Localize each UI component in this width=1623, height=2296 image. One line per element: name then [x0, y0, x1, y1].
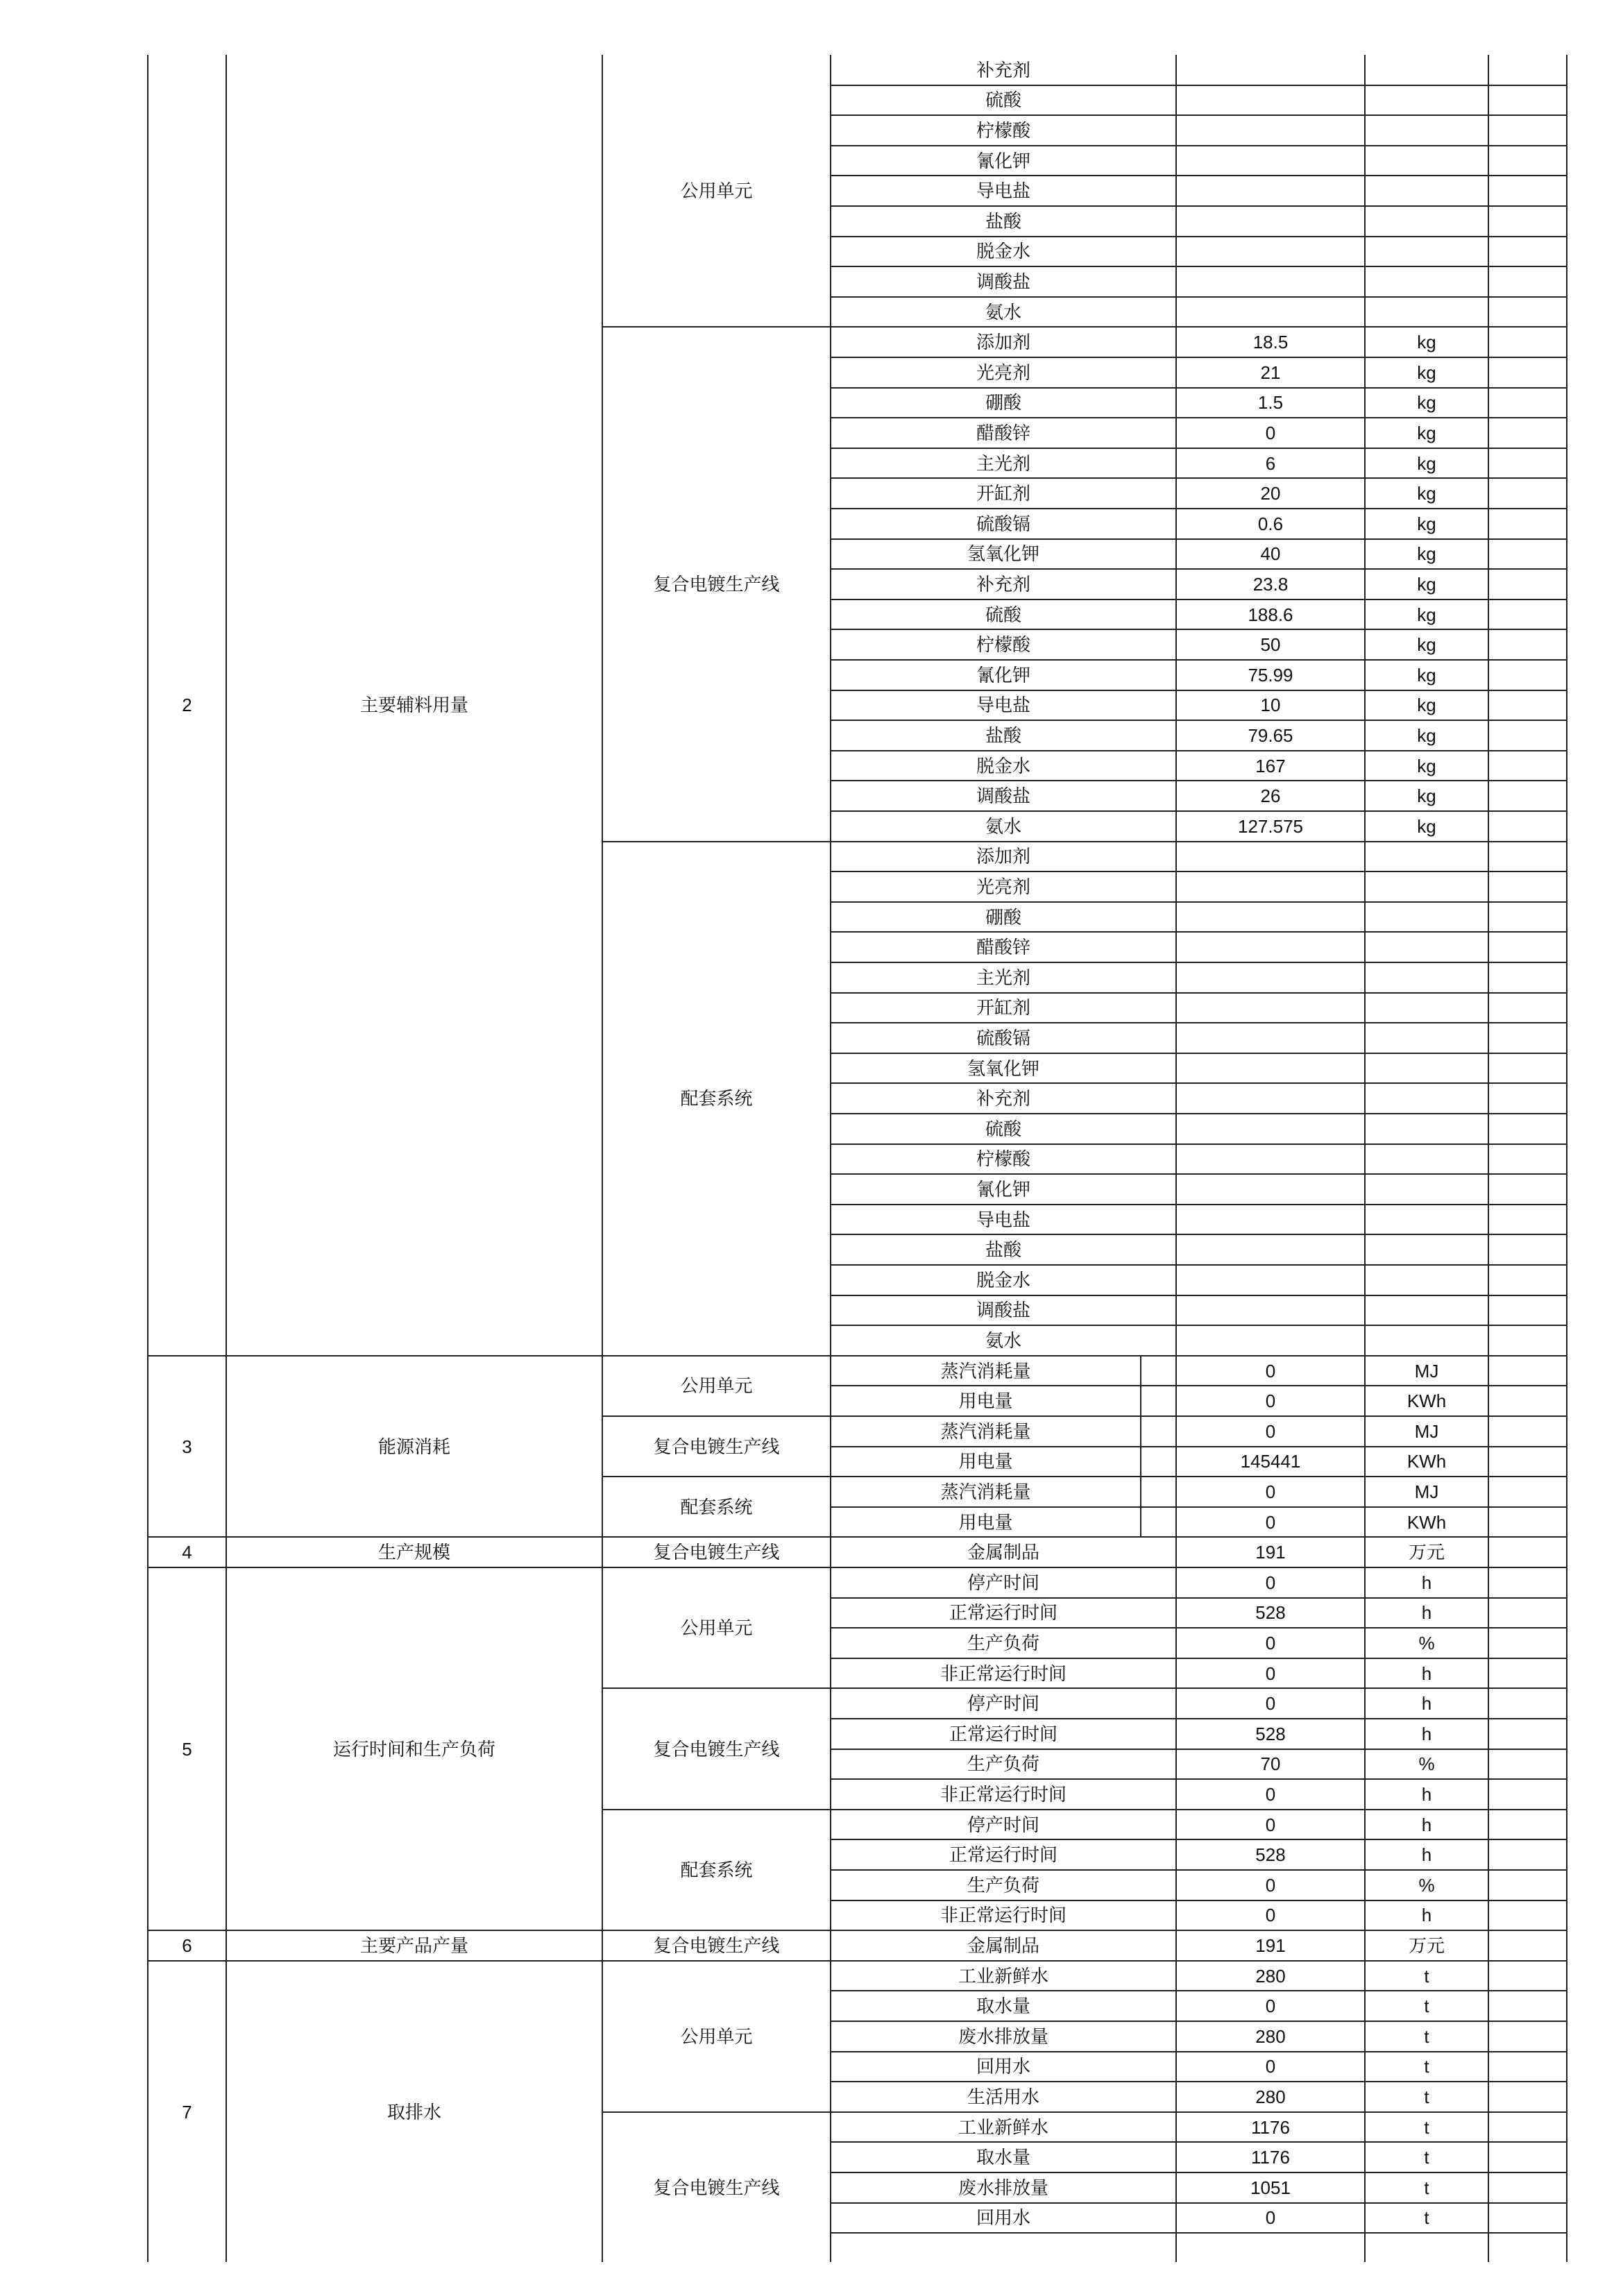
value-cell: 6: [1265, 452, 1276, 474]
indicator-cell: 氢氧化钾: [967, 1057, 1039, 1079]
unit-cell: kg: [1417, 724, 1436, 746]
indicator-cell: 导电盐: [976, 1209, 1030, 1230]
table-vline: [1566, 55, 1567, 2262]
indicator-cell: 生产负荷: [967, 1753, 1039, 1775]
unit-cell: [1365, 1205, 1488, 1235]
indicator-cell: 蒸汽消耗量: [940, 1360, 1031, 1381]
value-cell: [1176, 237, 1365, 267]
value-cell: 280: [1255, 1965, 1286, 1987]
unit-cell: [1365, 85, 1488, 116]
value-cell: [1176, 85, 1365, 116]
value-cell: 0: [1265, 1511, 1276, 1533]
indicator-cell: 氰化钾: [976, 1178, 1030, 1200]
table-vline: [1140, 1356, 1141, 1416]
value-cell: 0: [1265, 1996, 1276, 2017]
value-cell: 145441: [1240, 1451, 1301, 1472]
indicator-cell: 柠檬酸: [976, 634, 1030, 656]
indicator-cell: 用电量: [958, 1391, 1013, 1412]
value-cell: [1176, 1325, 1365, 1356]
indicator-cell: 主光剂: [976, 452, 1030, 474]
unit-cell: kg: [1417, 422, 1436, 443]
unit-cell: kg: [1417, 452, 1436, 474]
unit-cell: [1365, 55, 1488, 85]
indicator-cell: 停产时间: [967, 1693, 1039, 1715]
indicator-cell: 盐酸: [985, 724, 1021, 746]
indicator-cell: 非正常运行时间: [940, 1663, 1067, 1684]
unit-cell: t: [1424, 2207, 1429, 2229]
unit-cell: KWh: [1407, 1511, 1447, 1533]
unit-cell: [1365, 1234, 1488, 1265]
value-cell: 0: [1265, 1693, 1276, 1715]
unit-cell: [1365, 1325, 1488, 1356]
unit-cell: [1365, 932, 1488, 962]
unit-group-label: 复合电镀生产线: [653, 1542, 780, 1563]
section-title: 主要辅料用量: [359, 695, 468, 716]
value-cell: 0: [1265, 1420, 1276, 1442]
unit-cell: kg: [1417, 604, 1436, 625]
indicator-cell: 盐酸: [985, 1239, 1021, 1261]
unit-group-label: 配套系统: [680, 1859, 753, 1880]
indicator-cell: 废水排放量: [958, 2025, 1048, 2047]
indicator-cell: 取水量: [976, 1996, 1030, 2017]
value-cell: [1176, 962, 1365, 993]
value-cell: 188.6: [1248, 604, 1293, 625]
unit-cell: t: [1424, 2025, 1429, 2047]
value-cell: [1176, 2233, 1365, 2263]
section-title: 能源消耗: [377, 1436, 450, 1457]
indicator-cell: 开缸剂: [976, 483, 1030, 504]
unit-cell: [1365, 237, 1488, 267]
unit-cell: kg: [1417, 634, 1436, 656]
unit-cell: [1365, 1295, 1488, 1326]
value-cell: [1176, 146, 1365, 176]
value-cell: 1176: [1251, 2116, 1290, 2138]
indicator-cell: 柠檬酸: [976, 119, 1030, 141]
unit-cell: 万元: [1408, 1934, 1445, 1956]
unit-group-label: 复合电镀生产线: [653, 1738, 780, 1760]
unit-cell: [1365, 2233, 1488, 2263]
unit-group-label: 公用单元: [680, 2025, 753, 2047]
unit-cell: t: [1424, 2147, 1429, 2168]
unit-cell: [1365, 1144, 1488, 1175]
value-cell: 23.8: [1252, 573, 1289, 595]
table-vline: [147, 55, 148, 2262]
table-vline: [1140, 1416, 1141, 1477]
value-cell: 528: [1255, 1723, 1286, 1744]
value-cell: 0: [1265, 1783, 1276, 1805]
section-title: 主要产品产量: [359, 1934, 468, 1956]
indicator-cell: 硫酸: [985, 90, 1021, 111]
value-cell: [1176, 1265, 1365, 1295]
indicator-cell: 硫酸: [985, 604, 1021, 625]
unit-cell: h: [1421, 1905, 1432, 1926]
value-cell: 0: [1265, 1481, 1276, 1502]
unit-cell: MJ: [1414, 1360, 1439, 1381]
value-cell: 1051: [1250, 2177, 1291, 2198]
value-cell: 20: [1260, 483, 1281, 504]
unit-cell: kg: [1417, 483, 1436, 504]
value-cell: 0: [1265, 1360, 1276, 1381]
unit-cell: t: [1424, 1965, 1429, 1987]
unit-cell: kg: [1417, 573, 1436, 595]
unit-cell: [1365, 1114, 1488, 1144]
indicator-cell: 硫酸镉: [976, 1027, 1030, 1048]
unit-cell: h: [1421, 1663, 1432, 1684]
unit-cell: [1365, 1023, 1488, 1053]
unit-cell: kg: [1417, 785, 1436, 807]
indicator-cell: 氰化钾: [976, 664, 1030, 686]
unit-cell: [1365, 297, 1488, 328]
indicator-cell: 停产时间: [967, 1572, 1039, 1593]
unit-cell: [1365, 1174, 1488, 1205]
indicator-cell: 氢氧化钾: [967, 543, 1039, 565]
unit-cell: 万元: [1408, 1542, 1445, 1563]
section-number: 2: [182, 695, 192, 716]
unit-group-label: 公用单元: [680, 1375, 753, 1397]
unit-cell: %: [1418, 1874, 1435, 1896]
value-cell: [1176, 1295, 1365, 1326]
value-cell: [1176, 993, 1365, 1023]
indicator-cell: 取水量: [976, 2147, 1030, 2168]
value-cell: [1176, 55, 1365, 85]
unit-cell: kg: [1417, 695, 1436, 716]
indicator-cell: 调酸盐: [976, 1300, 1030, 1321]
unit-cell: [1365, 962, 1488, 993]
value-cell: [1176, 902, 1365, 933]
unit-cell: kg: [1417, 543, 1436, 565]
unit-cell: %: [1418, 1632, 1435, 1653]
indicator-cell: 导电盐: [976, 180, 1030, 202]
value-cell: [1176, 1234, 1365, 1265]
unit-cell: kg: [1417, 513, 1436, 534]
indicator-cell: 金属制品: [967, 1934, 1039, 1956]
indicator-cell: 盐酸: [985, 210, 1021, 232]
unit-cell: [1365, 842, 1488, 872]
unit-cell: MJ: [1414, 1420, 1439, 1442]
indicator-cell: 脱金水: [976, 1269, 1030, 1291]
indicator-cell: 正常运行时间: [949, 1844, 1057, 1866]
value-cell: 1176: [1251, 2147, 1290, 2168]
value-cell: [1176, 1205, 1365, 1235]
indicator-cell: 氨水: [985, 301, 1021, 323]
value-cell: 0: [1265, 1874, 1276, 1896]
value-cell: [1176, 206, 1365, 237]
section-number: 7: [182, 2101, 192, 2123]
value-cell: 40: [1260, 543, 1281, 565]
value-cell: 0: [1265, 2207, 1276, 2229]
unit-cell: h: [1421, 1783, 1432, 1805]
value-cell: 0: [1265, 2056, 1276, 2077]
indicator-cell: 硫酸: [985, 1118, 1021, 1139]
indicator-cell: 金属制品: [967, 1542, 1039, 1563]
section-title: 运行时间和生产负荷: [332, 1738, 495, 1760]
indicator-cell: 生产负荷: [967, 1632, 1039, 1653]
indicator-cell: 废水排放量: [958, 2177, 1048, 2198]
indicator-cell: 非正常运行时间: [940, 1783, 1067, 1805]
value-cell: [1176, 1114, 1365, 1144]
value-cell: 528: [1255, 1602, 1286, 1624]
unit-cell: [1365, 115, 1488, 146]
section-number: 5: [182, 1738, 192, 1760]
unit-group-label: 配套系统: [680, 1088, 753, 1109]
table-vline: [1488, 55, 1489, 2262]
indicator-cell: 调酸盐: [976, 785, 1030, 807]
value-cell: [1176, 1083, 1365, 1114]
value-cell: 70: [1260, 1753, 1281, 1775]
unit-cell: kg: [1417, 664, 1436, 686]
indicator-cell: 醋酸锌: [976, 422, 1030, 443]
unit-cell: [1365, 1083, 1488, 1114]
indicator-cell: 补充剂: [976, 1088, 1030, 1109]
unit-cell: KWh: [1407, 1451, 1447, 1472]
indicator-cell: 用电量: [958, 1451, 1013, 1472]
unit-group-label: 配套系统: [680, 1496, 753, 1517]
indicator-cell: 工业新鲜水: [958, 1965, 1048, 1987]
unit-group-label: 复合电镀生产线: [653, 573, 780, 595]
unit-group-label: 公用单元: [680, 180, 753, 202]
section-number: 4: [182, 1542, 192, 1563]
value-cell: 0: [1265, 1905, 1276, 1926]
value-cell: 280: [1255, 2086, 1286, 2107]
unit-cell: [1365, 1265, 1488, 1295]
unit-group-label: 公用单元: [680, 1617, 753, 1639]
indicator-cell: 氨水: [985, 1329, 1021, 1351]
table-vline: [1175, 55, 1177, 2262]
indicator-cell: 非正常运行时间: [940, 1905, 1067, 1926]
indicator-cell: 醋酸锌: [976, 937, 1030, 958]
unit-cell: [1365, 206, 1488, 237]
unit-group-label: 复合电镀生产线: [653, 1436, 780, 1457]
indicator-cell: 回用水: [976, 2207, 1030, 2229]
value-cell: 75.99: [1248, 664, 1293, 686]
indicator-cell: 硫酸镉: [976, 513, 1030, 534]
unit-cell: [1365, 1053, 1488, 1084]
value-cell: 1.5: [1257, 392, 1284, 414]
unit-cell: kg: [1417, 755, 1436, 776]
table-vline: [830, 55, 831, 2262]
unit-cell: h: [1421, 1814, 1432, 1835]
value-cell: [1176, 176, 1365, 206]
value-cell: [1176, 266, 1365, 297]
unit-cell: t: [1424, 2177, 1429, 2198]
indicator-cell: 生活用水: [967, 2086, 1039, 2107]
indicator-cell: 脱金水: [976, 241, 1030, 262]
unit-cell: t: [1424, 2116, 1429, 2138]
unit-cell: KWh: [1407, 1391, 1447, 1412]
value-cell: 191: [1255, 1542, 1286, 1563]
unit-cell: t: [1424, 2056, 1429, 2077]
unit-cell: kg: [1417, 392, 1436, 414]
indicator-cell: 添加剂: [976, 332, 1030, 353]
indicator-cell: 生产负荷: [967, 1874, 1039, 1896]
value-cell: [1176, 1144, 1365, 1175]
value-cell: [1176, 932, 1365, 962]
indicator-cell: 停产时间: [967, 1814, 1039, 1835]
value-cell: 280: [1255, 2025, 1286, 2047]
value-cell: 0: [1265, 1632, 1276, 1653]
unit-cell: h: [1421, 1572, 1432, 1593]
table-vline: [226, 55, 227, 2262]
indicator-cell: 补充剂: [976, 573, 1030, 595]
indicator-cell: 导电盐: [976, 695, 1030, 716]
indicator-cell: 用电量: [958, 1511, 1013, 1533]
indicator-cell: [831, 2233, 1176, 2263]
value-cell: [1176, 297, 1365, 328]
indicator-cell: 氰化钾: [976, 150, 1030, 171]
value-cell: 191: [1255, 1934, 1286, 1956]
value-cell: 127.575: [1238, 815, 1303, 837]
unit-cell: t: [1424, 2086, 1429, 2107]
value-cell: 26: [1260, 785, 1281, 807]
unit-cell: kg: [1417, 815, 1436, 837]
unit-cell: kg: [1417, 362, 1436, 383]
unit-cell: [1365, 176, 1488, 206]
unit-cell: [1365, 993, 1488, 1023]
indicator-cell: 补充剂: [976, 59, 1030, 80]
indicator-cell: 脱金水: [976, 755, 1030, 776]
unit-cell: h: [1421, 1723, 1432, 1744]
indicator-cell: 正常运行时间: [949, 1723, 1057, 1744]
indicator-cell: 蒸汽消耗量: [940, 1481, 1031, 1502]
value-cell: [1176, 871, 1365, 902]
value-cell: 79.65: [1248, 724, 1293, 746]
indicator-cell: 柠檬酸: [976, 1148, 1030, 1170]
indicator-cell: 主光剂: [976, 967, 1030, 988]
indicator-cell: 工业新鲜水: [958, 2116, 1048, 2138]
indicator-cell: 硼酸: [985, 392, 1021, 414]
unit-cell: kg: [1417, 332, 1436, 353]
section-number: 3: [182, 1436, 192, 1457]
indicator-cell: 调酸盐: [976, 271, 1030, 292]
table-vline: [1140, 1477, 1141, 1537]
value-cell: 21: [1260, 362, 1281, 383]
indicator-cell: 开缸剂: [976, 997, 1030, 1019]
section-title: 取排水: [386, 2101, 441, 2123]
indicator-cell: 光亮剂: [976, 362, 1030, 383]
value-cell: 0: [1265, 1391, 1276, 1412]
value-cell: 528: [1255, 1844, 1286, 1866]
value-cell: 0: [1265, 1572, 1276, 1593]
unit-cell: h: [1421, 1693, 1432, 1715]
unit-cell: [1365, 902, 1488, 933]
unit-cell: t: [1424, 1996, 1429, 2017]
unit-cell: h: [1421, 1602, 1432, 1624]
unit-cell: [1365, 146, 1488, 176]
indicator-cell: 正常运行时间: [949, 1602, 1057, 1624]
indicator-cell: 光亮剂: [976, 876, 1030, 897]
indicator-cell: 添加剂: [976, 846, 1030, 867]
value-cell: 0: [1265, 1814, 1276, 1835]
unit-cell: [1365, 266, 1488, 297]
indicator-cell: 回用水: [976, 2056, 1030, 2077]
value-cell: 0: [1265, 422, 1276, 443]
indicator-cell: 蒸汽消耗量: [940, 1420, 1031, 1442]
value-cell: 10: [1260, 695, 1281, 716]
indicator-cell: 氨水: [985, 815, 1021, 837]
value-cell: [1176, 1023, 1365, 1053]
value-cell: 50: [1260, 634, 1281, 656]
indicator-cell: 硼酸: [985, 906, 1021, 928]
table-vline: [1364, 55, 1366, 2262]
value-cell: 18.5: [1252, 332, 1289, 353]
value-cell: [1176, 1174, 1365, 1205]
unit-cell: %: [1418, 1753, 1435, 1775]
value-cell: 0: [1265, 1663, 1276, 1684]
unit-cell: [1365, 871, 1488, 902]
section-title: 生产规模: [377, 1542, 450, 1563]
value-cell: [1176, 842, 1365, 872]
value-cell: [1176, 1053, 1365, 1084]
table-vline: [602, 55, 603, 2262]
unit-group-label: 复合电镀生产线: [653, 2177, 780, 2198]
unit-group-label: 复合电镀生产线: [653, 1934, 780, 1956]
unit-cell: MJ: [1414, 1481, 1439, 1502]
value-cell: [1176, 115, 1365, 146]
value-cell: 0.6: [1257, 513, 1284, 534]
section-number: 6: [182, 1934, 192, 1956]
unit-cell: h: [1421, 1844, 1432, 1866]
value-cell: 167: [1255, 755, 1286, 776]
